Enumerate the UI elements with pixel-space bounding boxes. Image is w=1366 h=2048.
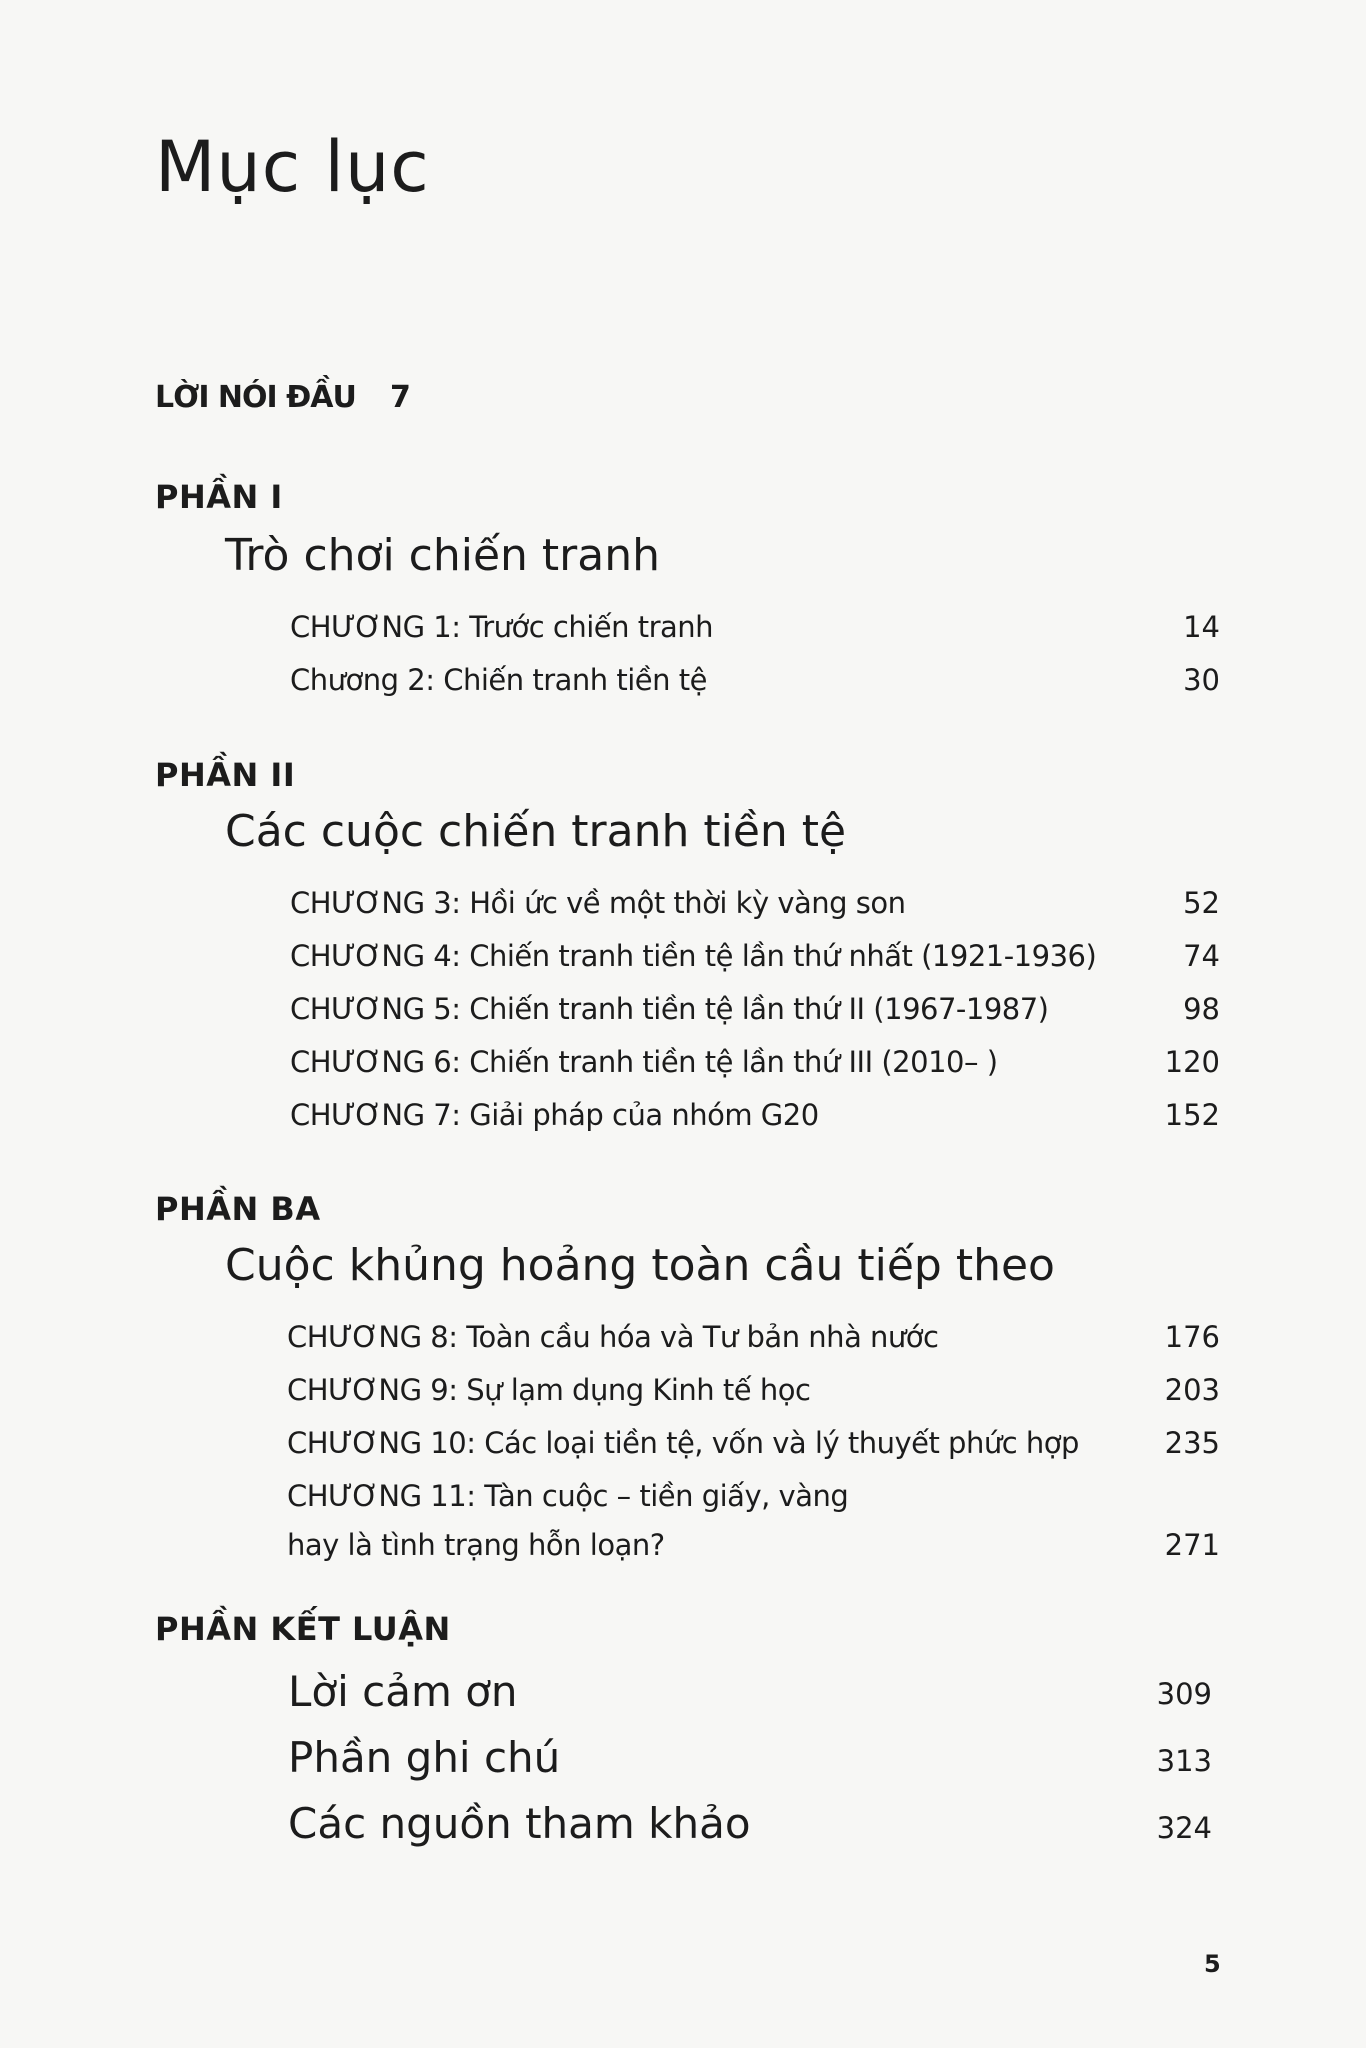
chapter-11-title: CHƯƠNG 11: Tàn cuộc – tiền giấy, vàng — [287, 1479, 849, 1513]
chapter-4-title: CHƯƠNG 4: Chiến tranh tiền tệ lần thứ nhất (1921-1936) — [290, 939, 1097, 973]
chapter-9-title: CHƯƠNG 9: Sự lạm dụng Kinh tế học — [287, 1373, 811, 1407]
part-2-title: Các cuộc chiến tranh tiền tệ — [225, 806, 847, 857]
chapter-1-page: 14 — [1183, 610, 1220, 644]
chapter-11-page: 271 — [1164, 1528, 1220, 1562]
chapter-6-title: CHƯƠNG 6: Chiến tranh tiền tệ lần thứ III (2010– ) — [290, 1045, 998, 1079]
conclusion-label: PHẦN KẾT LUẬN — [155, 1610, 451, 1648]
chapter-11-title-line2: hay là tình trạng hỗn loạn? — [287, 1528, 665, 1562]
chapter-4-page: 74 — [1183, 939, 1220, 973]
part-1-title: Trò chơi chiến tranh — [225, 530, 660, 581]
page-title: Mục lục — [155, 126, 430, 208]
chapter-10-title: CHƯƠNG 10: Các loại tiền tệ, vốn và lý thuyết phức hợp — [287, 1426, 1079, 1460]
chapter-2-page: 30 — [1183, 663, 1220, 697]
acknowledgements-page: 309 — [1156, 1677, 1212, 1711]
chapter-7-page: 152 — [1164, 1098, 1220, 1132]
part-1-label: PHẦN I — [155, 478, 283, 516]
chapter-6-page: 120 — [1164, 1045, 1220, 1079]
references-page: 324 — [1156, 1811, 1212, 1845]
chapter-1-title: CHƯƠNG 1: Trước chiến tranh — [290, 610, 714, 644]
chapter-3-title: CHƯƠNG 3: Hồi ức về một thời kỳ vàng son — [290, 886, 906, 920]
part-2-label: PHẦN II — [155, 756, 296, 794]
chapter-10-page: 235 — [1164, 1426, 1220, 1460]
references-title: Các nguồn tham khảo — [288, 1799, 751, 1848]
chapter-9-page: 203 — [1164, 1373, 1220, 1407]
notes-page: 313 — [1156, 1744, 1212, 1778]
preface-page-number: 7 — [390, 380, 411, 415]
chapter-3-page: 52 — [1183, 886, 1220, 920]
part-3-title: Cuộc khủng hoảng toàn cầu tiếp theo — [225, 1240, 1055, 1291]
chapter-2-title: Chương 2: Chiến tranh tiền tệ — [290, 663, 707, 697]
chapter-5-title: CHƯƠNG 5: Chiến tranh tiền tệ lần thứ II (1967-1987) — [290, 992, 1049, 1026]
folio-page-number: 5 — [1204, 1950, 1221, 1978]
preface-label: LỜI NÓI ĐẦU — [155, 380, 356, 415]
chapter-8-page: 176 — [1164, 1320, 1220, 1354]
acknowledgements-title: Lời cảm ơn — [288, 1667, 518, 1716]
chapter-8-title: CHƯƠNG 8: Toàn cầu hóa và Tư bản nhà nước — [287, 1320, 939, 1354]
part-3-label: PHẦN BA — [155, 1190, 321, 1228]
chapter-5-page: 98 — [1183, 992, 1220, 1026]
notes-title: Phần ghi chú — [288, 1733, 561, 1782]
chapter-7-title: CHƯƠNG 7: Giải pháp của nhóm G20 — [290, 1098, 819, 1132]
